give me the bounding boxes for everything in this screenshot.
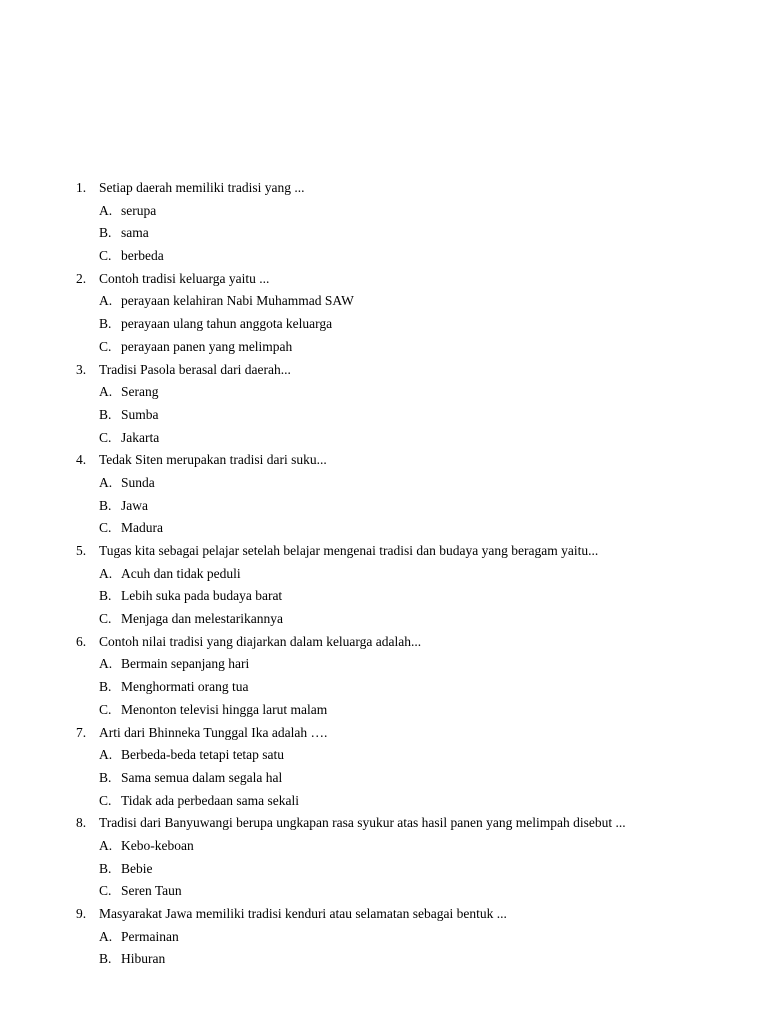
answer-option <box>76 585 746 608</box>
answer-option <box>76 313 746 336</box>
answer-option <box>76 472 746 495</box>
option-text: Menonton televisi hingga larut malam <box>121 701 328 717</box>
question-number: 6. <box>76 633 87 649</box>
option-text: Berbeda-beda tetapi tetap satu <box>121 747 285 763</box>
answer-option <box>76 653 746 676</box>
option-letter: A. <box>99 747 113 763</box>
option-letter: B. <box>99 951 112 967</box>
question-line <box>76 903 746 926</box>
option-list <box>76 563 746 631</box>
option-letter: C. <box>99 792 112 808</box>
question-number: 3. <box>76 361 87 377</box>
answer-option <box>76 563 746 586</box>
question-text: Tradisi Pasola berasal dari daerah... <box>99 361 291 377</box>
option-letter: B. <box>99 588 112 604</box>
question-text: Tradisi dari Banyuwangi berupa ungkapan rasa syukur atas hasil panen yang melimpah disebut ... <box>99 815 626 831</box>
option-letter: A. <box>99 656 113 672</box>
option-letter: C. <box>99 248 112 264</box>
answer-option <box>76 676 746 699</box>
question-text: Contoh tradisi keluarga yaitu ... <box>99 270 270 286</box>
option-letter: B. <box>99 316 112 332</box>
option-letter: B. <box>99 406 112 422</box>
option-text: Bebie <box>121 860 153 876</box>
option-list <box>76 472 746 540</box>
option-letter: C. <box>99 520 112 536</box>
option-letter: C. <box>99 611 112 627</box>
option-text: Acuh dan tidak peduli <box>121 565 241 581</box>
option-text: Sunda <box>121 474 155 490</box>
option-list <box>76 290 746 358</box>
option-text: Permainan <box>121 928 179 944</box>
option-text: Lebih suka pada budaya barat <box>121 588 283 604</box>
question-line <box>76 449 746 472</box>
question-line <box>76 722 746 745</box>
question-line <box>76 268 746 291</box>
answer-option <box>76 404 746 427</box>
answer-option <box>76 744 746 767</box>
option-list <box>76 200 746 268</box>
option-letter: B. <box>99 225 112 241</box>
option-text: Seren Taun <box>121 883 182 899</box>
option-text: Sama semua dalam segala hal <box>121 769 283 785</box>
option-text: Jawa <box>121 497 148 513</box>
question-item <box>76 631 746 722</box>
option-text: Menghormati orang tua <box>121 679 249 695</box>
option-text: Serang <box>121 384 159 400</box>
question-item <box>76 359 746 450</box>
answer-option <box>76 200 746 223</box>
option-letter: A. <box>99 202 113 218</box>
option-letter: A. <box>99 474 113 490</box>
option-list <box>76 653 746 721</box>
option-text: Menjaga dan melestarikannya <box>121 611 283 627</box>
option-text: Tidak ada perbedaan sama sekali <box>121 792 299 808</box>
question-text: Arti dari Bhinneka Tunggal Ika adalah …. <box>99 724 328 740</box>
answer-option <box>76 245 746 268</box>
answer-option <box>76 336 746 359</box>
question-number: 8. <box>76 815 87 831</box>
answer-option <box>76 790 746 813</box>
question-line <box>76 359 746 382</box>
option-letter: A. <box>99 837 113 853</box>
option-text: sama <box>121 225 149 241</box>
answer-option <box>76 926 746 949</box>
answer-option <box>76 767 746 790</box>
option-text: perayaan ulang tahun anggota keluarga <box>121 316 333 332</box>
answer-option <box>76 835 746 858</box>
option-letter: C. <box>99 338 112 354</box>
question-text: Setiap daerah memiliki tradisi yang ... <box>99 180 305 195</box>
option-text: perayaan panen yang melimpah <box>121 338 293 354</box>
question-number: 2. <box>76 270 87 286</box>
question-text: Tedak Siten merupakan tradisi dari suku... <box>99 452 327 468</box>
answer-option <box>76 222 746 245</box>
option-letter: B. <box>99 497 112 513</box>
option-letter: B. <box>99 769 112 785</box>
question-item <box>76 268 746 359</box>
option-text: Sumba <box>121 406 159 422</box>
question-line <box>76 177 746 200</box>
option-list <box>76 926 746 971</box>
option-letter: A. <box>99 928 113 944</box>
answer-option <box>76 948 746 971</box>
option-text: serupa <box>121 202 157 218</box>
option-text: berbeda <box>121 248 164 264</box>
option-list <box>76 744 746 812</box>
option-text: Bermain sepanjang hari <box>121 656 250 672</box>
question-text: Masyarakat Jawa memiliki tradisi kenduri atau selamatan sebagai bentuk ... <box>99 906 507 921</box>
option-letter: B. <box>99 679 112 695</box>
option-text: Kebo-keboan <box>121 837 194 853</box>
question-item <box>76 540 746 631</box>
question-item <box>76 449 746 540</box>
option-text: Jakarta <box>121 429 160 445</box>
option-text: perayaan kelahiran Nabi Muhammad SAW <box>121 293 354 309</box>
answer-option <box>76 290 746 313</box>
option-letter: C. <box>99 701 112 717</box>
option-letter: C. <box>99 429 112 445</box>
answer-option <box>76 517 746 540</box>
question-text: Contoh nilai tradisi yang diajarkan dalam keluarga adalah... <box>99 633 422 649</box>
option-letter: A. <box>99 565 113 581</box>
question-number: 5. <box>76 543 87 558</box>
question-line <box>76 631 746 654</box>
option-letter: C. <box>99 883 112 899</box>
answer-option <box>76 608 746 631</box>
option-text: Madura <box>121 520 163 536</box>
question-number: 4. <box>76 452 87 468</box>
option-list <box>76 835 746 903</box>
question-list <box>76 177 746 971</box>
question-item <box>76 722 746 813</box>
question-text: Tugas kita sebagai pelajar setelah belajar mengenai tradisi dan budaya yang beragam yaitu... <box>99 543 599 558</box>
answer-option <box>76 427 746 450</box>
question-number: 9. <box>76 906 87 921</box>
question-number: 7. <box>76 724 87 740</box>
answer-option <box>76 880 746 903</box>
option-letter: A. <box>99 384 113 400</box>
answer-option <box>76 699 746 722</box>
question-number: 1. <box>76 180 87 195</box>
answer-option <box>76 858 746 881</box>
question-item <box>76 903 746 971</box>
question-line <box>76 812 746 835</box>
answer-option <box>76 495 746 518</box>
question-item <box>76 812 746 903</box>
answer-option <box>76 381 746 404</box>
option-letter: A. <box>99 293 113 309</box>
option-letter: B. <box>99 860 112 876</box>
question-line <box>76 540 746 563</box>
option-list <box>76 381 746 449</box>
question-item <box>76 177 746 268</box>
option-text: Hiburan <box>121 951 166 967</box>
